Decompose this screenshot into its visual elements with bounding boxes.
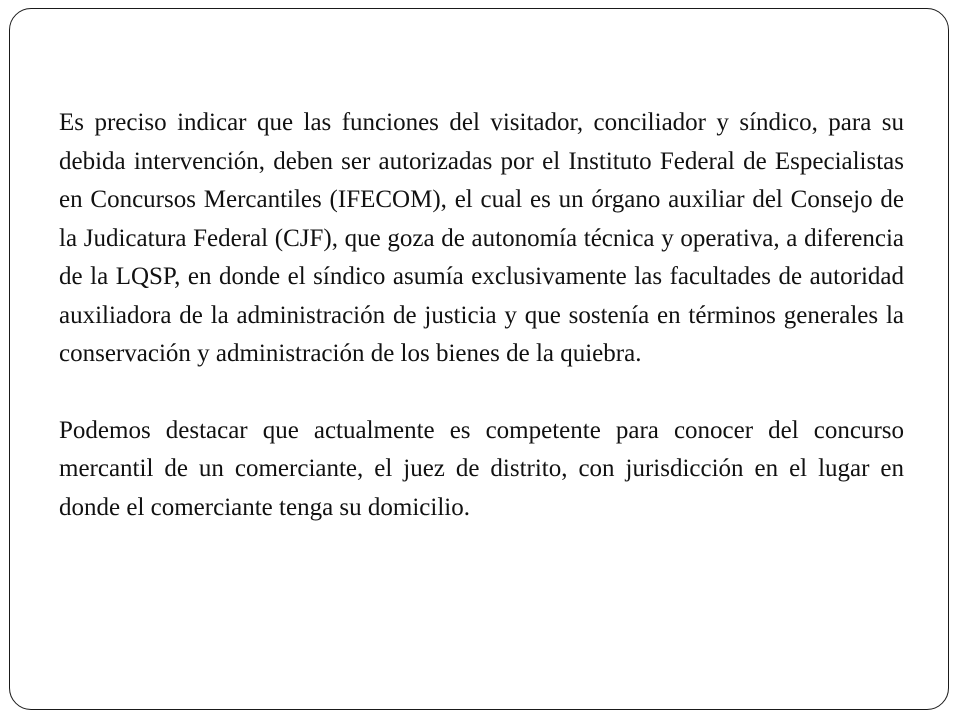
paragraph-competence: Podemos destacar que actualmente es competente para conocer del concurso mercantil de un comerciante, el juez de distrito, con jurisdicción en el lugar en donde el comerciante tenga su domicilio. <box>59 416 904 521</box>
slide-body <box>59 104 904 527</box>
paragraph-functions: Es preciso indicar que las funciones del visitador, conciliador y síndico, para su debida intervención, deben ser autorizadas por el Instituto Federal de Especialistas en Concursos Mercantiles (IFECOM), el cual es un órgano auxiliar del Consejo de la Judicatura Federal (CJF), que goza de autonomía técnica y operativa, a diferencia de la LQSP, en donde el síndico asumía exclusivamente las facultades de autoridad auxiliadora de la administración de justicia y que sostenía en términos generales la conservación y administración de los bienes de la quiebra. <box>59 109 904 367</box>
